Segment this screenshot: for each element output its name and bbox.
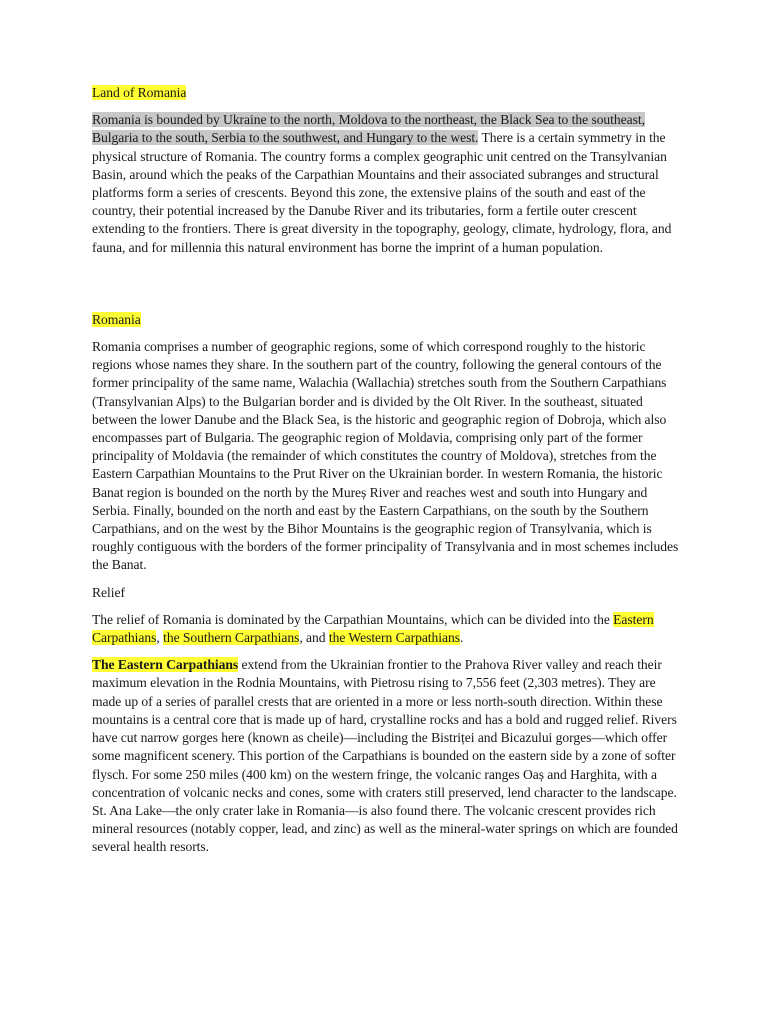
section-title-romania: [92, 311, 688, 329]
paragraph-text: extend from the Ukrainian frontier to the Prahova River valley and reach their maximum elevation in the Rodnia Mountains, with Pietrosu rising to 7,556 feet (2,303 metres). They are made up of a series of parallel crests that are oriented in a more or less north-south direction. Within these mountains is a central core that is made up of hard, crystalline rocks and has a bold and rugged relief. Rivers have cut narrow gorges here (known as cheile)—including the Bistriței and Bicazului gorges—which offer some magnificent scenery. This portion of the Carpathians is bounded on the eastern side by a zone of softer flysch. For some 250 miles (400 km) on the western fringe, the volcanic ranges Oaș and Harghita, with a concentration of volcanic necks and cones, some with craters still preserved, lend character to the landscape. St. Ana Lake—the only crater lake in Romania—is also found there. The volcanic crescent provides rich mineral resources (notably copper, lead, and zinc) as well as the mineral-water springs on which are founded several health resorts.: [92, 657, 678, 855]
highlight-eastern-carpathians: Eastern Carpathians: [92, 611, 654, 646]
highlight-southern-carpathians: the Southern Carpathians: [163, 630, 300, 646]
paragraph-text: The relief of Romania is dominated by the Carpathian Mountains, which can be divided into the: [92, 611, 614, 627]
paragraph-text: There is a certain symmetry in the physical structure of Romania. The country forms a complex geographic unit centred on the Transylvanian Basin, around which the peaks of the Carpathian Mountains and their associated subranges and structural platforms form a series of crescents. Beyond this zone, the extensive plains of the south and east of the country, their potential increased by the Danube River and its tributaries, form a fertile outer crescent extending to the frontiers. There is great diversity in the topography, geology, climate, hydrology, flora, and fauna, and for millennia this natural environment has borne the imprint of a human population.: [92, 130, 672, 255]
paragraph-romania-regions: Romania comprises a number of geographic regions, some of which correspond roughly to the historic regions whose names they share. In the southern part of the country, following the general contours of the former principality of the same name, Walachia (Wallachia) stretches south from the Southern Carpathians (Transylvanian Alps) to the Bulgarian border and is divided by the Olt River. In the southeast, situated between the lower Danube and the Black Sea, is the historic and geographic region of Dobroja, which also encompasses part of Bulgaria. The geographic region of Moldavia, comprising only part of the former principality of Moldavia (the remainder of which constitutes the country of Moldova), stretches from the Eastern Carpathian Mountains to the Prut River on the Ukrainian border. In western Romania, the historic Banat region is bounded on the north by the Mureș River and reaches west and south into Hungary and Serbia. Finally, bounded on the north and east by the Eastern Carpathians, on the south by the Southern Carpathians, and on the west by the Bihor Mountains is the geographic region of Transylvania, which is roughly contiguous with the borders of the former principality of Transylvania and in most schemes includes the Banat.: [92, 339, 679, 573]
paragraph-eastern-carpathians: [92, 656, 688, 856]
paragraph-land-of-romania: [92, 111, 688, 257]
paragraph-relief-intro: [92, 611, 688, 647]
paragraph-end: .: [459, 630, 464, 646]
highlighted-title: Land of Romania: [92, 85, 187, 100]
highlighted-title: Romania: [92, 311, 141, 327]
separator-text: , and: [299, 630, 329, 646]
section-title-land-of-romania: [92, 84, 688, 102]
highlighted-sentence: Romania is bounded by Ukraine to the north, Moldova to the northeast, the Black Sea to the southeast, Bulgaria to the south, Serbia to the southwest, and Hungary to the west.: [92, 112, 645, 146]
heading-relief: Relief: [92, 584, 125, 600]
highlight-western-carpathians: the Western Carpathians: [328, 630, 460, 646]
highlighted-bold-term: The Eastern Carpathians: [92, 657, 239, 673]
separator-text: ,: [156, 630, 164, 646]
